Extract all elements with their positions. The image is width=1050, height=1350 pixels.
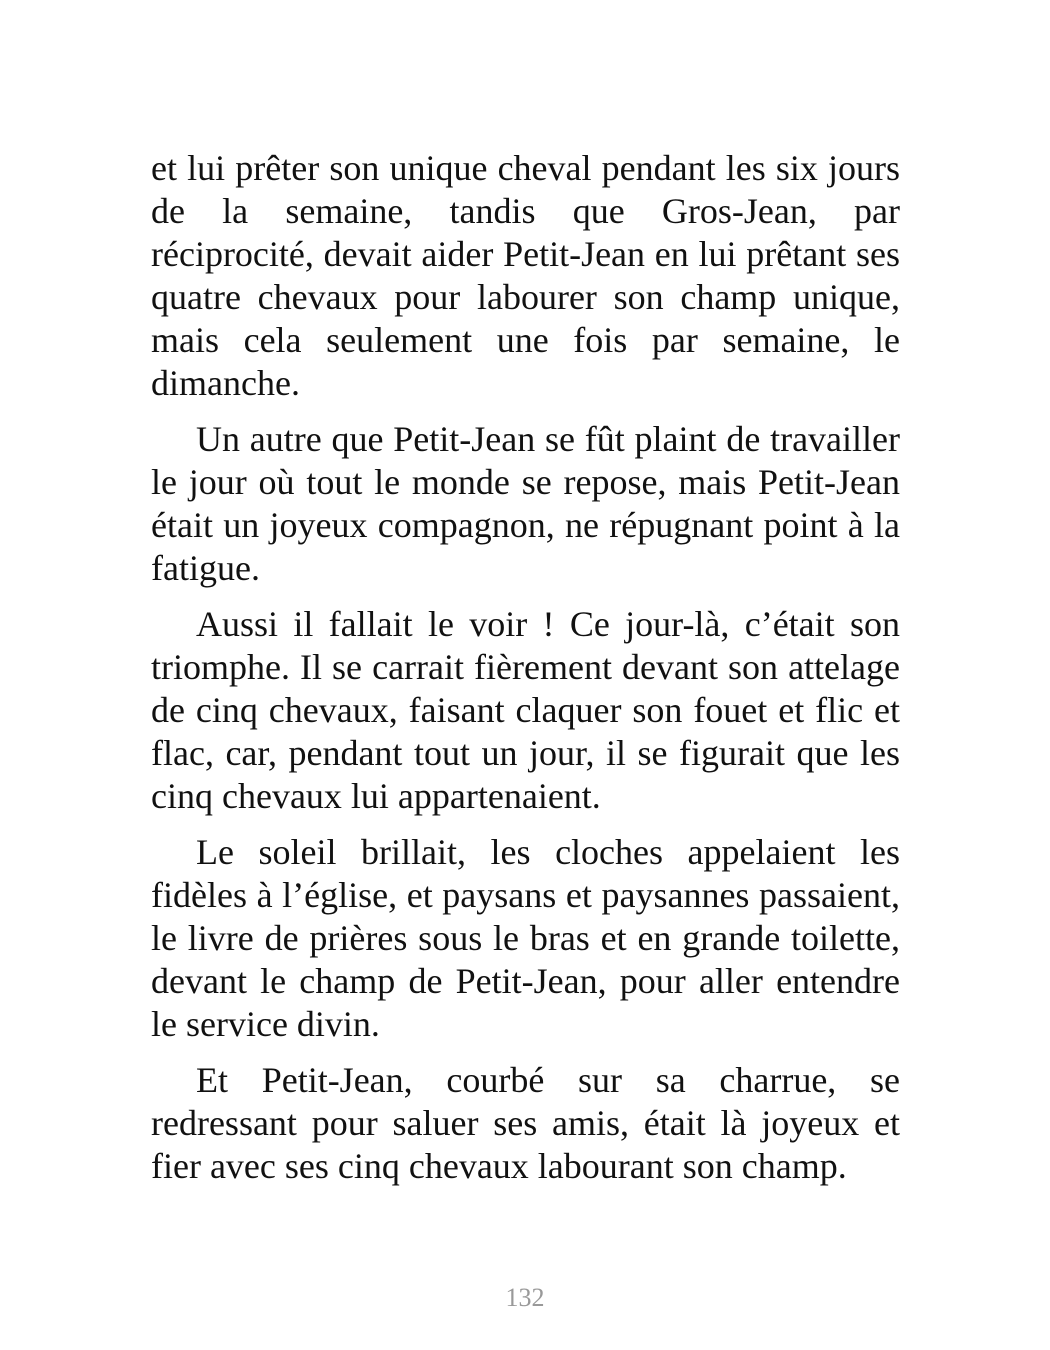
paragraph: Un autre que Petit-Jean se fût plaint de travailler le jour où tout le monde se repose, mais Petit-Jean était un joyeux compagnon, ne répugnant point à la fatigue.	[151, 419, 900, 588]
paragraph: Et Petit-Jean, courbé sur sa charrue, se redressant pour saluer ses amis, était là joyeux et fier avec ses cinq chevaux labourant son champ.	[151, 1060, 900, 1186]
page-number: 132	[505, 1283, 545, 1312]
paragraph-continuation: et lui prêter son unique cheval pendant les six jours de la semaine, tandis que Gros-Jean, par réciprocité, devait aider Petit-Jean en lui prêtant ses quatre chevaux pour labourer son champ unique, mais cela seulement une fois par semaine, le dimanche.	[151, 148, 900, 403]
paragraph: Aussi il fallait le voir ! Ce jour-là, c’était son triomphe. Il se carrait fièrement devant son attelage de cinq chevaux, faisant claquer son fouet et flic et flac, car, pendant tout un jour, il se figurait que les cinq chevaux lui appartenaient.	[151, 604, 900, 816]
page-body-text	[151, 147, 900, 1201]
paragraph: Le soleil brillait, les cloches appelaient les fidèles à l’église, et paysans et paysannes passaient, le livre de prières sous le bras et en grande toilette, devant le champ de Petit-Jean, pour aller entendre le service divin.	[151, 832, 900, 1044]
